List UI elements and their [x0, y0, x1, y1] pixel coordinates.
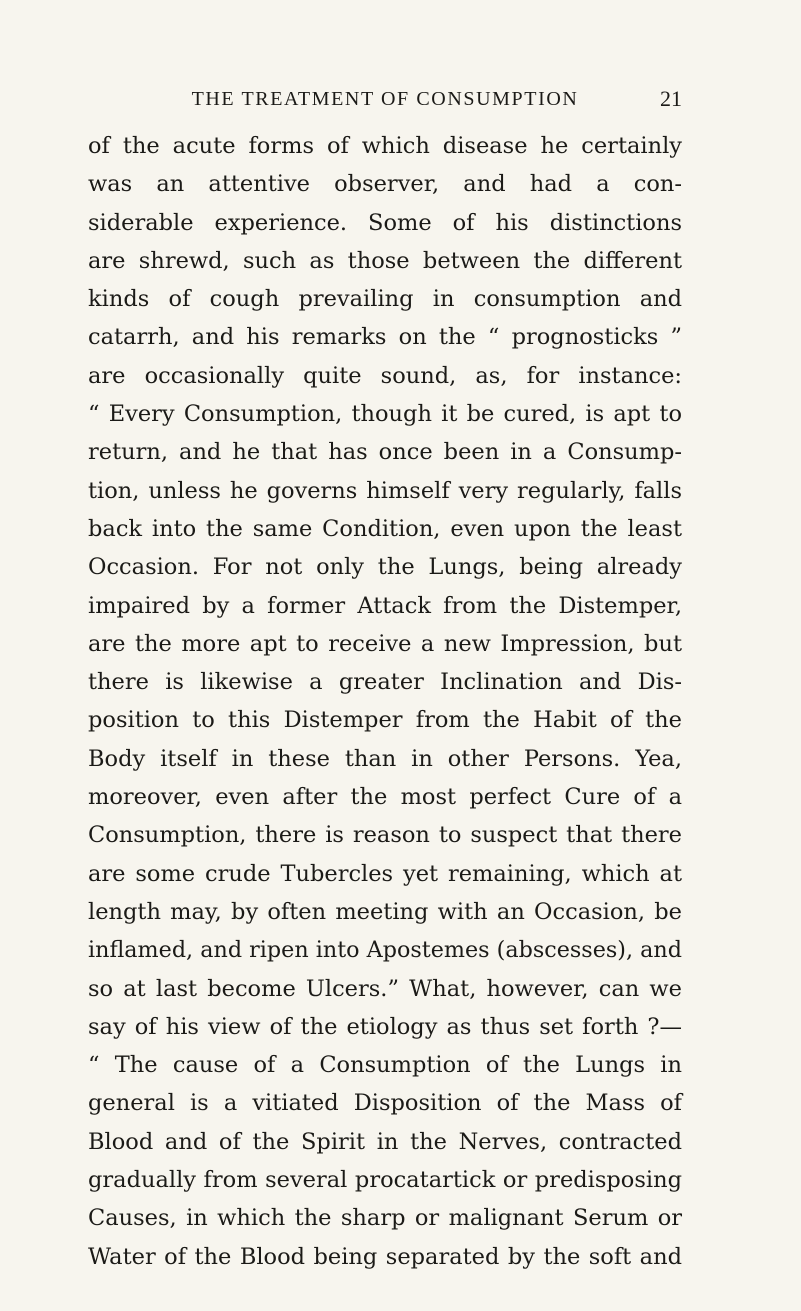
text-line: there is likewise a greater Inclination and Dis- — [88, 669, 682, 696]
text-line: “ Every Consumption, though it be cured, is apt to — [88, 401, 682, 428]
text-line: Causes, in which the sharp or malignant Serum or — [88, 1205, 682, 1232]
text-line: was an attentive observer, and had a con- — [88, 171, 682, 198]
text-line: general is a vitiated Disposition of the Mass of — [88, 1090, 682, 1117]
text-line: siderable experience. Some of his distinctions — [88, 209, 682, 236]
text-line: length may, by often meeting with an Occasion, be — [88, 898, 682, 925]
text-line: are some crude Tubercles yet remaining, which at — [88, 860, 682, 887]
text-line: Occasion. For not only the Lungs, being already — [88, 554, 682, 581]
text-line: back into the same Condition, even upon the least — [88, 515, 682, 542]
running-header — [88, 84, 682, 114]
text-line: moreover, even after the most perfect Cure of a — [88, 784, 682, 811]
running-title: THE TREATMENT OF CONSUMPTION — [191, 88, 579, 110]
text-line: kinds of cough prevailing in consumption and — [88, 286, 682, 313]
text-line: return, and he that has once been in a Consump- — [88, 439, 682, 466]
body-text — [88, 127, 682, 1276]
text-line: Blood and of the Spirit in the Nerves, contracted — [88, 1128, 682, 1155]
text-line: are occasionally quite sound, as, for instance: — [88, 362, 682, 389]
text-line: say of his view of the etiology as thus set forth ?— — [88, 1013, 682, 1040]
text-line: so at last become Ulcers.” What, however, can we — [88, 975, 682, 1002]
text-line: are the more apt to receive a new Impression, but — [88, 630, 682, 657]
text-line: impaired by a former Attack from the Distemper, — [88, 592, 682, 619]
text-line: gradually from several procatartick or predisposing — [88, 1167, 682, 1194]
text-line: “ The cause of a Consumption of the Lungs in — [88, 1052, 682, 1079]
text-line: Consumption, there is reason to suspect that there — [88, 822, 682, 849]
page-number: 21 — [660, 86, 682, 111]
text-line: are shrewd, such as those between the different — [88, 247, 682, 274]
text-line: position to this Distemper from the Habit of the — [88, 707, 682, 734]
text-line: inflamed, and ripen into Apostemes (abscesses), and — [88, 937, 682, 964]
text-line: catarrh, and his remarks on the “ prognosticks ” — [88, 324, 682, 351]
text-line: tion, unless he governs himself very regularly, falls — [88, 477, 682, 504]
text-line: Water of the Blood being separated by the soft and — [88, 1243, 682, 1270]
text-line: of the acute forms of which disease he certainly — [88, 133, 682, 159]
text-line: Body itself in these than in other Persons. Yea, — [88, 745, 682, 772]
